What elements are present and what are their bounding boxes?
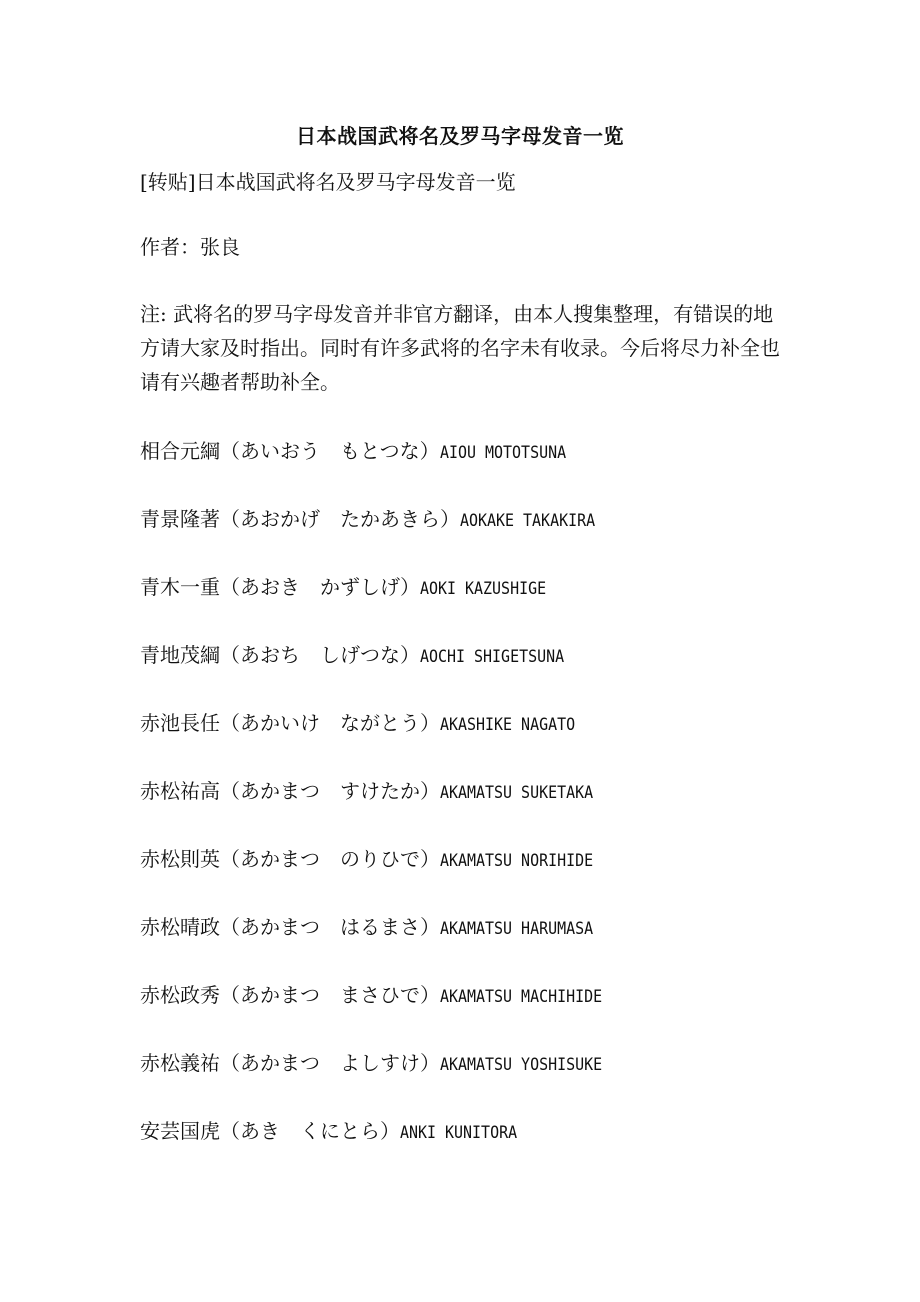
list-item — [140, 1046, 840, 1114]
entry-kana: （あかまつ まさひで） — [220, 983, 440, 1007]
note-paragraph: 注: 武将名的罗马字母发音并非官方翻译，由本人搜集整理，有错误的地方请大家及时指出。同时有许多武将的名字未有收录。今后将尽力补全也请有兴趣者帮助补全。 — [140, 302, 780, 394]
list-item — [140, 1114, 840, 1182]
document-title: 日本战国武将名及罗马字母发音一览 — [296, 124, 624, 148]
entry-name: 青景隆著 — [140, 507, 220, 531]
list-item — [140, 978, 840, 1046]
entry-romaji: AKAMATSU MACHIHIDE — [440, 987, 603, 1007]
entry-romaji: AKAMATSU HARUMASA — [440, 919, 594, 939]
entry-name: 赤松祐高 — [140, 779, 220, 803]
entry-kana: （あかまつ すけたか） — [220, 779, 440, 803]
author-line: 作者：张良 — [140, 235, 240, 259]
entry-kana: （あかまつ よしすけ） — [220, 1051, 440, 1075]
entry-name: 安芸国虎 — [140, 1119, 220, 1143]
entry-name: 相合元綱 — [140, 439, 220, 463]
list-item — [140, 910, 840, 978]
entry-name: 赤松晴政 — [140, 915, 220, 939]
entry-romaji: AKASHIKE NAGATO — [440, 715, 576, 735]
entry-romaji: AIOU MOTOTSUNA — [439, 443, 566, 463]
entry-name: 赤松則英 — [140, 847, 220, 871]
list-item — [140, 502, 840, 570]
entry-romaji: AOCHI SHIGETSUNA — [420, 647, 565, 667]
list-item — [140, 706, 840, 774]
entry-romaji: AOKAKE TAKAKIRA — [460, 511, 596, 531]
entry-kana: （あいおう もとつな） — [220, 439, 440, 463]
list-item — [140, 434, 840, 502]
entry-name: 青木一重 — [140, 575, 220, 599]
entry-name: 青地茂綱 — [140, 643, 220, 667]
list-item — [140, 774, 840, 842]
entry-romaji: AKAMATSU NORIHIDE — [440, 851, 594, 871]
entry-romaji: AKAMATSU YOSHISUKE — [440, 1055, 603, 1075]
entry-name: 赤池長任 — [140, 711, 220, 735]
list-item — [140, 570, 840, 638]
entry-kana: （あおかげ たかあきら） — [220, 507, 460, 531]
entry-romaji: ANKI KUNITORA — [400, 1123, 518, 1143]
entry-kana: （あおち しげつな） — [220, 643, 420, 667]
entry-name: 赤松義祐 — [140, 1051, 220, 1075]
entry-romaji: AOKI KAZUSHIGE — [420, 579, 547, 599]
entry-name: 赤松政秀 — [140, 983, 220, 1007]
warlord-list — [140, 434, 840, 1182]
entry-kana: （あかいけ ながとう） — [220, 711, 440, 735]
list-item — [140, 842, 840, 910]
entry-romaji: AKAMATSU SUKETAKA — [440, 783, 594, 803]
entry-kana: （あかまつ のりひで） — [220, 847, 440, 871]
entry-kana: （あき くにとら） — [220, 1119, 400, 1143]
repost-line: [转贴]日本战国武将名及罗马字母发音一览 — [140, 170, 516, 194]
list-item — [140, 638, 840, 706]
entry-kana: （あかまつ はるまさ） — [220, 915, 440, 939]
entry-kana: （あおき かずしげ） — [220, 575, 420, 599]
